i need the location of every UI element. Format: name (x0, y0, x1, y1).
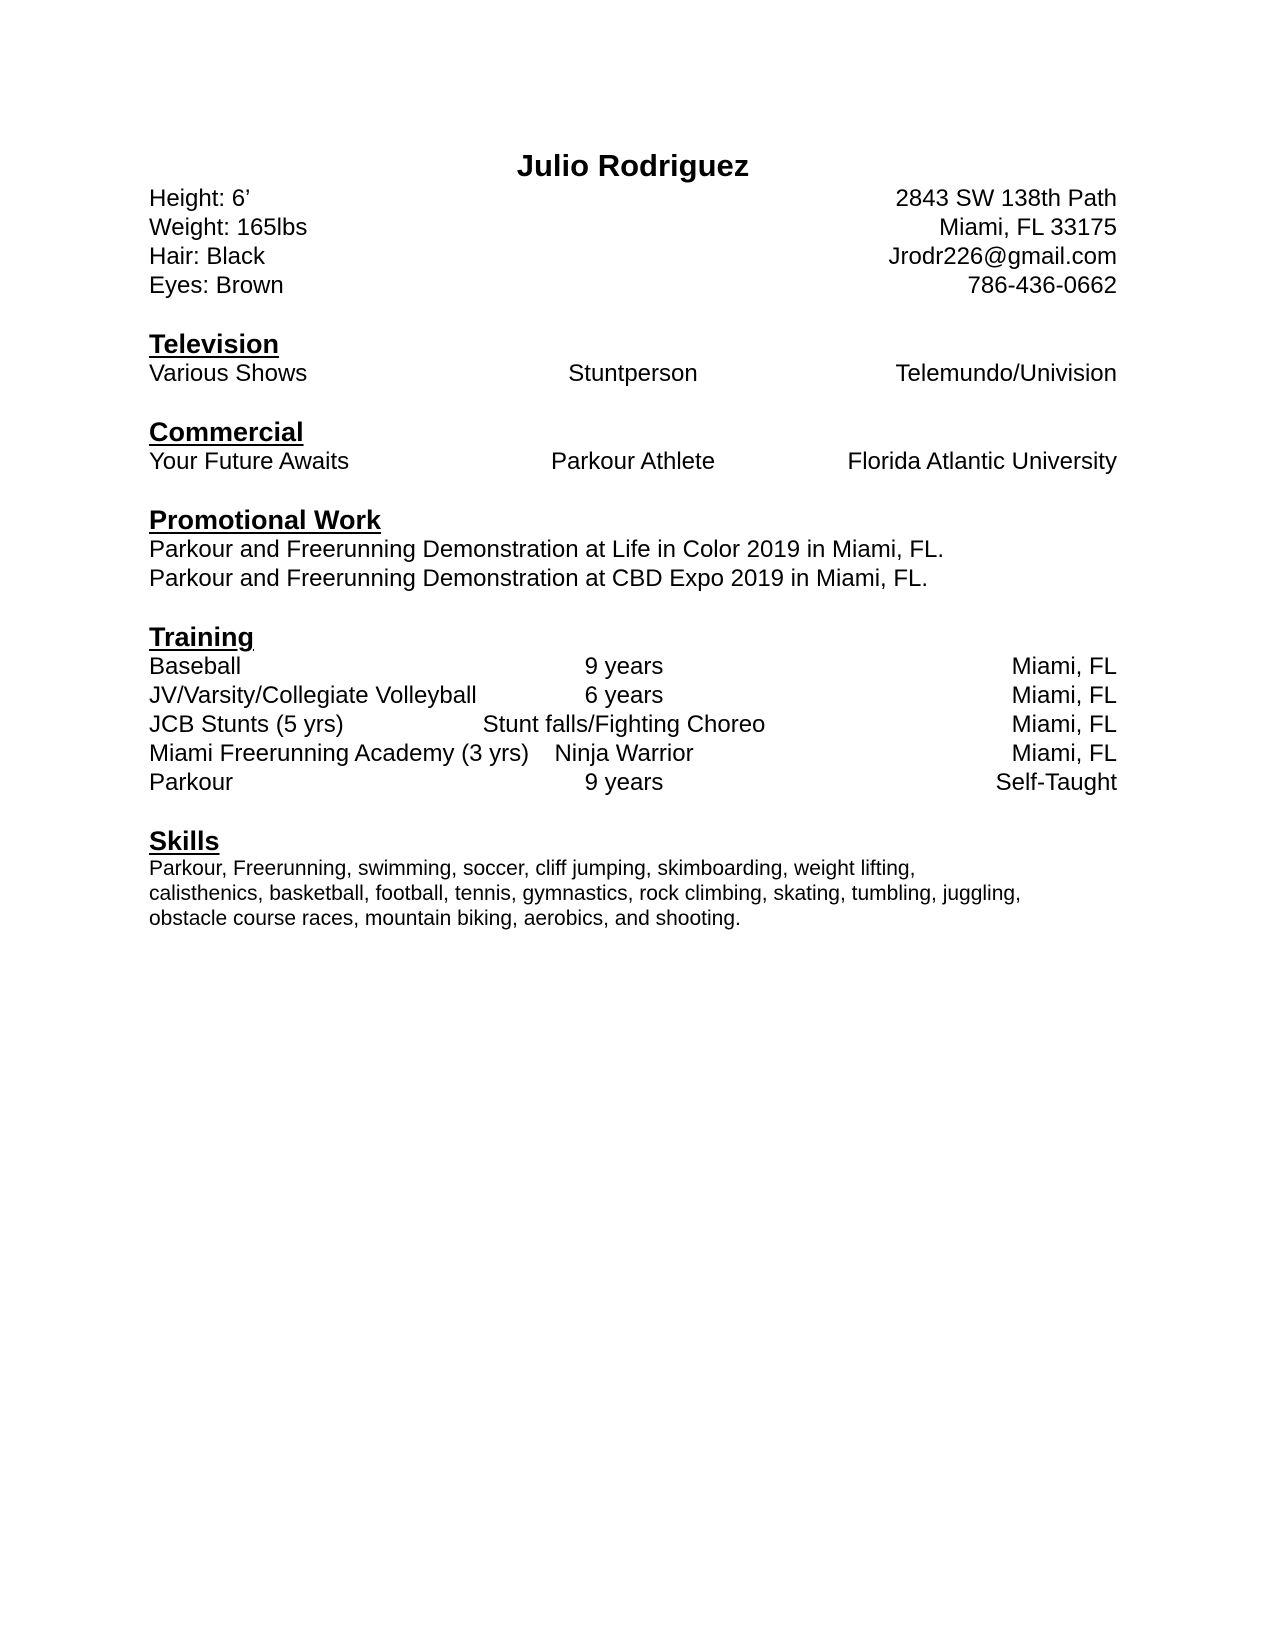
section-title-promotional: Promotional Work (149, 505, 382, 535)
credit-company: Telemundo/Univision (895, 360, 1117, 387)
phone-number: 786-436-0662 (967, 272, 1117, 299)
television-section (149, 329, 1117, 388)
training-activity: JCB Stunts (5 yrs) (149, 711, 344, 738)
training-row (149, 681, 1117, 710)
skills-line: obstacle course races, mountain biking, aerobics, and shooting. (149, 907, 741, 930)
training-location: Miami, FL (1011, 682, 1117, 709)
street-address: 2843 SW 138th Path (895, 185, 1117, 212)
city-state-zip: Miami, FL 33175 (939, 214, 1117, 241)
credit-row (149, 447, 1117, 476)
training-row (149, 652, 1117, 681)
training-detail: Ninja Warrior (554, 740, 694, 767)
training-activity: Miami Freerunning Academy (3 yrs) (149, 740, 530, 767)
training-location: Miami, FL (1011, 653, 1117, 680)
credit-role: Parkour Athlete (550, 448, 716, 475)
training-location: Miami, FL (1011, 740, 1117, 767)
physical-attributes (149, 184, 307, 300)
promotional-section (149, 505, 1117, 593)
credit-role: Stuntperson (568, 360, 698, 387)
resume-page (149, 148, 1117, 931)
hair-text: Hair: Black (149, 243, 266, 270)
email-address: Jrodr226@gmail.com (888, 243, 1117, 270)
training-detail: 6 years (584, 682, 664, 709)
training-location: Self-Taught (995, 769, 1117, 796)
header-info (149, 184, 1117, 300)
commercial-section (149, 417, 1117, 476)
section-title-training: Training (149, 622, 255, 652)
training-detail: 9 years (584, 769, 664, 796)
section-title-television: Television (149, 329, 280, 359)
training-activity: Baseball (149, 653, 242, 680)
training-detail: 9 years (584, 653, 664, 680)
credit-project: Various Shows (149, 360, 308, 387)
training-location: Miami, FL (1011, 711, 1117, 738)
training-row (149, 739, 1117, 768)
section-title-commercial: Commercial (149, 417, 304, 447)
credit-company: Florida Atlantic University (847, 448, 1117, 475)
training-detail: Stunt falls/Fighting Choreo (482, 711, 766, 738)
resume-name: Julio Rodriguez (516, 148, 750, 183)
promo-line: Parkour and Freerunning Demonstration at CBD Expo 2019 in Miami, FL. (149, 565, 929, 592)
eyes-text: Eyes: Brown (149, 272, 284, 299)
height-text: Height: 6’ (149, 185, 251, 212)
training-activity: JV/Varsity/Collegiate Volleyball (149, 682, 477, 709)
skills-section (149, 826, 1117, 931)
credit-row (149, 359, 1117, 388)
training-row (149, 768, 1117, 797)
credit-project: Your Future Awaits (149, 448, 350, 475)
skills-line: calisthenics, basketball, football, tennis, gymnastics, rock climbing, skating, tumbling, juggling, (149, 882, 1021, 905)
skills-line: Parkour, Freerunning, swimming, soccer, cliff jumping, skimboarding, weight lifting, (149, 857, 916, 880)
contact-details (889, 184, 1117, 300)
training-row (149, 710, 1117, 739)
promo-line: Parkour and Freerunning Demonstration at Life in Color 2019 in Miami, FL. (149, 536, 945, 563)
section-title-skills: Skills (149, 826, 220, 856)
training-activity: Parkour (149, 769, 234, 796)
skills-list (149, 856, 1117, 931)
weight-text: Weight: 165lbs (149, 214, 308, 241)
training-section (149, 622, 1117, 797)
